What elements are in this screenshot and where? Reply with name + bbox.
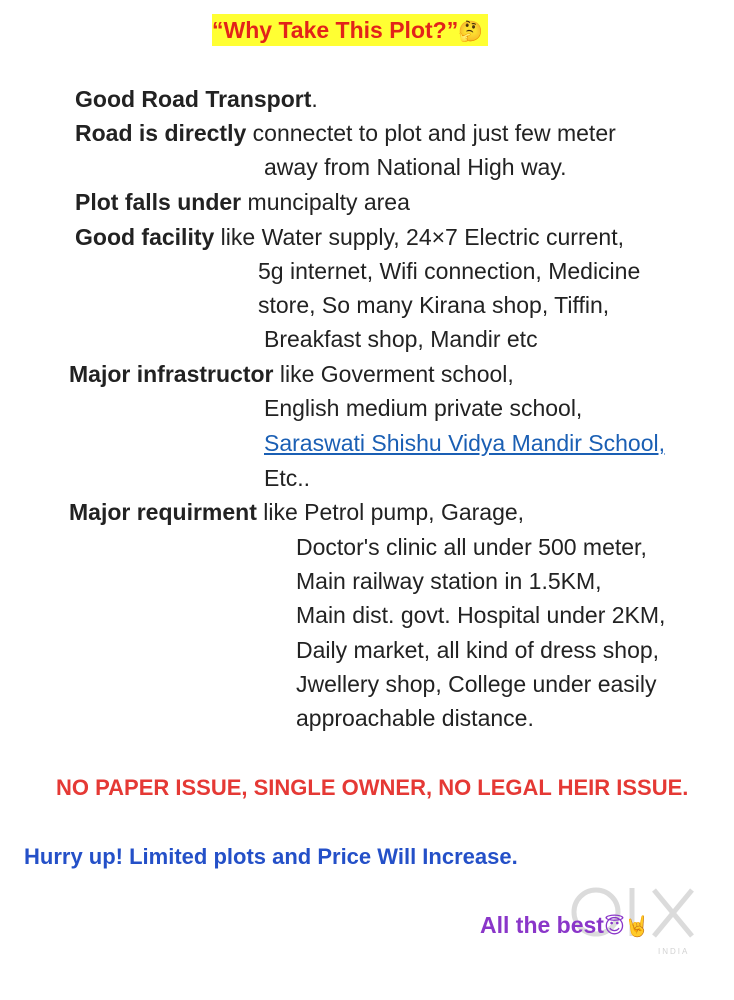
angel-rock-hand-icon: 😇🤘 (603, 915, 650, 938)
page-title (212, 14, 488, 46)
notice-text: NO PAPER ISSUE, SINGLE OWNER, NO LEGAL HEIR ISSUE. (56, 775, 689, 800)
line-requirement-cont3: Main dist. govt. Hospital under 2KM, (296, 602, 666, 628)
watermark-subtext: INDIA (658, 947, 690, 956)
line-good-facility: Good facility like Water supply, 24×7 Electric current, (75, 224, 624, 250)
line-municipality: Plot falls under muncipalty area (75, 189, 410, 215)
line-good-facility-cont3: Breakfast shop, Mandir etc (264, 326, 538, 352)
line-requirement-cont6: approachable distance. (296, 705, 534, 731)
line-requirement-cont4: Daily market, all kind of dress shop, (296, 637, 660, 663)
line-requirement-cont5: Jwellery shop, College under easily (296, 671, 657, 697)
line-road-direct: Road is directly connectet to plot and just few meter (75, 120, 616, 146)
line-road-direct-cont: away from National High way. (264, 154, 567, 180)
line-requirement-cont2: Main railway station in 1.5KM, (296, 568, 602, 594)
line-requirement: Major requirment like Petrol pump, Garage, (69, 499, 525, 525)
thinking-face-icon: 🤔 (458, 20, 484, 43)
line-requirement-cont1: Doctor's clinic all under 500 meter, (296, 534, 647, 560)
closing-text: All the best😇🤘 (480, 910, 650, 942)
line-infrastructure-cont1: English medium private school, (264, 395, 583, 421)
line-infrastructure-cont3: Etc.. (264, 465, 311, 491)
hurry-text: Hurry up! Limited plots and Price Will Increase. (24, 844, 518, 869)
line-road-transport: Good Road Transport. (75, 86, 318, 112)
school-link[interactable]: Saraswati Shishu Vidya Mandir School, (264, 430, 666, 456)
title-text: “Why Take This Plot?” (212, 17, 459, 43)
line-good-facility-cont2: store, So many Kirana shop, Tiffin, (258, 292, 610, 318)
watermark-brand: olx (566, 880, 568, 881)
line-infrastructure: Major infrastructor like Goverment school, (69, 361, 514, 387)
line-good-facility-cont1: 5g internet, Wifi connection, Medicine (258, 258, 641, 284)
